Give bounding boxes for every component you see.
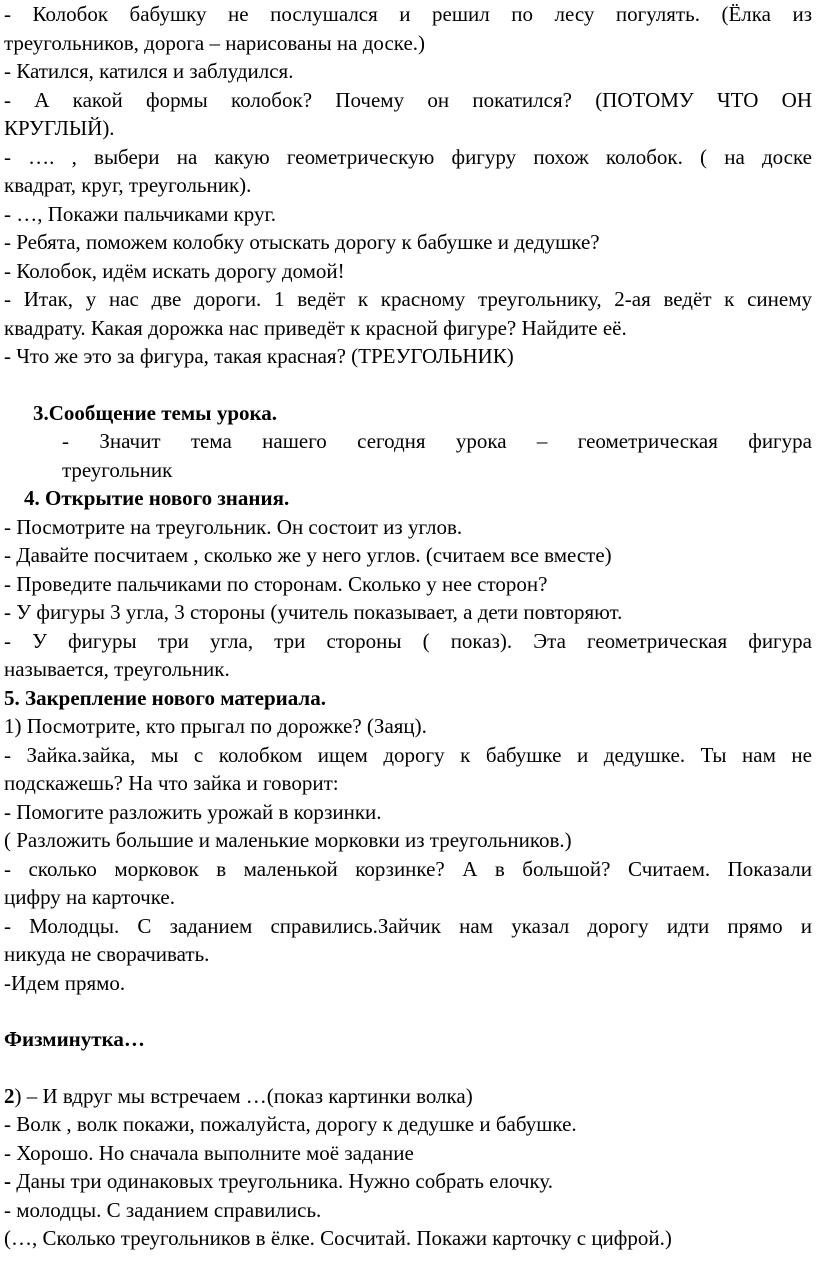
spacer [4,997,812,1025]
text-line: треугольников, дорога – нарисованы на доске.) [4,30,426,55]
text-line: - сколько морковок в маленькой корзинке? А в большой? Считаем. Показали [4,856,812,881]
text-line: - Значит тема нашего сегодня урока – геометрическая фигура [62,429,812,453]
text-line: - Ребята, поможем колобку отыскать дорогу к бабушке и дедушке? [4,230,600,254]
text-line: - Проведите пальчиками по сторонам. Сколько у нее сторон? [4,571,548,596]
text-run: Даны три одинаковых треугольника. Нужно собрать елочку. [11,1169,554,1193]
text-line: - Молодцы. С заданием справились.Зайчик нам указал дорогу идти прямо и [4,913,812,938]
text-line: - У фигуры 3 угла, 3 стороны (учитель показывает, а дети повторяют. [4,600,623,624]
text-line: - Волк , волк покажи, пожалуйста, дорогу к дедушке и бабушке. [4,1112,577,1136]
text-line: - Помогите разложить урожай в корзинки. [4,799,382,824]
section-3 [4,399,812,485]
text-line: - Катился, катился и заблудился. [4,59,294,83]
text-line: -Идем прямо. [4,970,126,995]
text-line: - А какой формы колобок? Почему он покатился? (ПОТОМУ ЧТО ОН [4,87,812,112]
text-line: - Что же это за фигура, такая красная? (ТРЕУГОЛЬНИК) [4,344,514,368]
text-line: (…, Сколько треугольников в ёлке. Сосчитай. Покажи карточку с цифрой.) [4,1226,672,1250]
section-2 [4,1082,812,1253]
text-line: - Итак, у нас две дороги. 1 ведёт к красному треугольнику, 2-ая ведёт к синему [4,287,812,311]
item-number: 2 [4,1083,15,1108]
text-line: - У фигуры три угла, три стороны ( показ). Эта геометрическая фигура [4,628,812,653]
text-line: - Колобок бабушку не послушался и решил по лесу погулять. (Ёлка из [4,2,812,26]
text-line: 1) Посмотрите, кто прыгал по дорожке? (Заяц). [4,714,427,738]
text-line: - …. , выбери на какую геометрическую фигуру похож колобок. ( на доске [4,144,812,169]
text-line: треугольник [62,457,173,482]
text-run: ) – И вдруг мы встречаем …(показ картинки волка) [14,1083,473,1108]
section-4 [4,484,812,684]
text-line: КРУГЛЫЙ). [4,116,115,140]
text-line [4,1082,812,1111]
text-line: никуда не сворачивать. [4,942,210,966]
section-5 [4,684,812,998]
text-line [4,1167,812,1196]
bold-dash: - [4,1169,11,1193]
text-line: квадрату. Какая дорожка нас приведёт к красной фигуре? Найдите её. [4,315,627,340]
text-line: - Давайте посчитаем , сколько же у него углов. (считаем все вместе) [4,543,612,567]
text-line: - Хорошо. Но сначала выполните моё задание [4,1140,414,1165]
text-line: - Посмотрите на треугольник. Он состоит из углов. [4,514,463,539]
text-line: подскажешь? На что зайка и говорит: [4,771,339,795]
text-line: - Зайка.зайка, мы с колобком ищем дорогу к бабушке и дедушке. Ты нам не [4,742,812,767]
spacer [4,371,812,399]
section-heading: 4. Открытие нового знания. [24,486,290,510]
text-line: называется, треугольник. [4,657,230,681]
text-line: - молодцы. С заданием справились. [4,1197,322,1222]
spacer [4,1054,812,1082]
intro-block [4,0,812,371]
text-line: - Колобок, идём искать дорогу домой! [4,258,345,283]
text-line: цифру на карточке. [4,885,175,909]
fizminutka-heading: Физминутка… [4,1027,145,1051]
section-heading: 3.Сообщение темы урока. [33,400,278,425]
text-line: - …, Покажи пальчиками круг. [4,201,277,226]
text-line: ( Разложить большие и маленькие морковки из треугольников.) [4,828,572,852]
text-line: квадрат, круг, треугольник). [4,173,252,197]
section-heading: 5. Закрепление нового материала. [4,685,326,710]
